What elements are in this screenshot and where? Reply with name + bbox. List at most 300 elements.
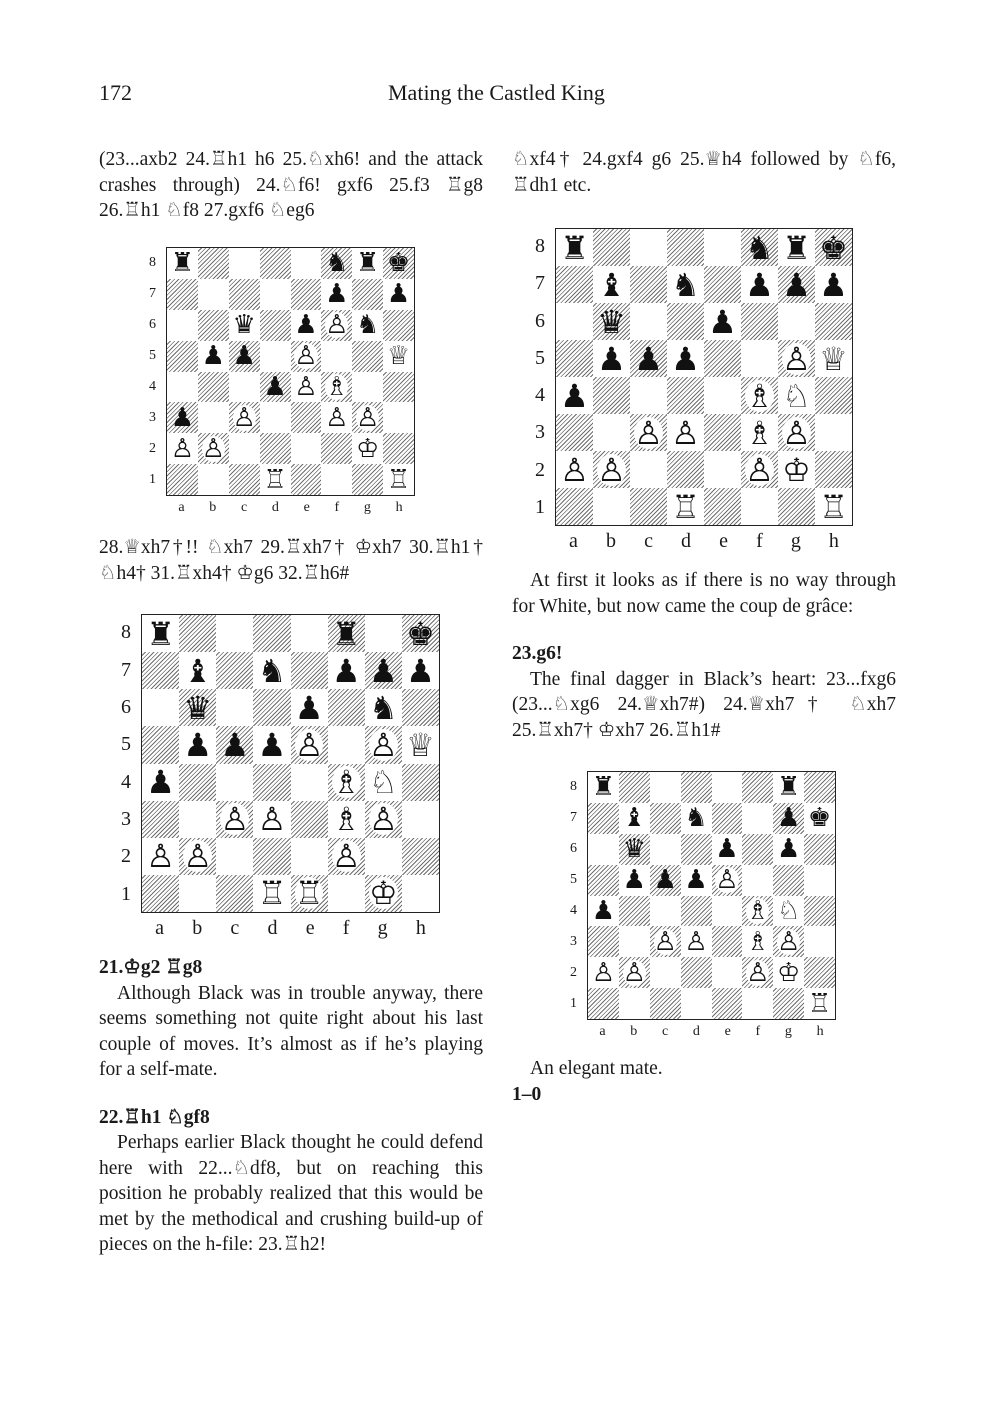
board-square-e1: [291, 875, 328, 912]
board-square-f3: [321, 402, 352, 433]
black-pawn-icon: ♟: [634, 340, 663, 377]
board-square-c5: [229, 341, 260, 372]
board-square-d4: [253, 764, 290, 801]
board-square-f5: [328, 726, 365, 763]
board-square-f3: [742, 926, 773, 957]
file-label: d: [267, 917, 278, 939]
black-pawn-icon: ♟: [183, 726, 213, 764]
black-pawn-icon: ♟: [294, 310, 318, 341]
rank-label: 2: [149, 441, 156, 457]
board-square-b1: [179, 875, 216, 912]
board-square-b7: [593, 266, 630, 303]
board-square-b7: [179, 652, 216, 689]
board-square-a5: [167, 341, 198, 372]
black-bishop-icon: ♝: [183, 652, 213, 690]
white-queen-icon: ♕: [406, 726, 435, 764]
white-bishop-icon: ♗: [331, 800, 361, 838]
black-bishop-icon: ♝: [622, 803, 646, 834]
file-label: c: [661, 1024, 669, 1039]
white-pawn-icon: ♙: [684, 926, 708, 957]
left-paragraph-3: Although Black was in trouble anyway, there seems something not quite right about his last couple of moves. It’s almost as if he’s playing for a self-mate.: [99, 982, 483, 1080]
left-column-2: [99, 535, 483, 586]
file-label: a: [178, 500, 185, 515]
file-label: d: [692, 1024, 700, 1039]
board-square-c2: [630, 451, 667, 488]
board-square-f5: [321, 341, 352, 372]
board-square-h6: [383, 310, 414, 341]
right-paragraph-3: The final dagger in Black’s heart: 23...fxg6 (23...♘xg6 24.♕xh7#) 24.♕xh7† ♘xh7 25.♖xh7† ♔xh7 26.♖h1#: [512, 668, 896, 741]
black-rook-icon: ♜: [331, 615, 361, 653]
board-square-d4: [260, 372, 291, 403]
board-square-c3: [650, 926, 681, 957]
board-square-g5: [773, 865, 804, 896]
black-rook-icon: ♜: [782, 229, 811, 266]
board-square-e8: [291, 248, 322, 279]
black-rook-icon: ♜: [146, 615, 175, 653]
rank-label: 1: [121, 882, 131, 905]
board-square-a7: [167, 279, 198, 310]
board-square-f3: [328, 801, 365, 838]
black-knight-icon: ♞: [745, 229, 774, 266]
white-pawn-icon: ♙: [746, 957, 770, 988]
file-label: d: [681, 530, 692, 552]
rank-label: 6: [570, 840, 577, 856]
white-rook-icon: ♖: [819, 488, 848, 525]
board-square-g3: [352, 402, 383, 433]
board-square-d3: [260, 402, 291, 433]
black-pawn-icon: ♟: [232, 341, 256, 372]
board-square-d2: [681, 957, 712, 988]
board-square-d1: [667, 488, 704, 525]
rank-label: 7: [149, 285, 156, 301]
board-square-f6: [328, 689, 365, 726]
black-pawn-icon: ♟: [653, 865, 677, 896]
white-rook-icon: ♖: [807, 988, 832, 1019]
white-queen-icon: ♕: [819, 340, 848, 377]
file-label: b: [192, 917, 203, 939]
board-square-h2: [402, 838, 439, 875]
board-square-d1: [260, 464, 291, 495]
board-square-e2: [291, 433, 322, 464]
white-rook-icon: ♖: [671, 488, 700, 525]
board-square-b3: [619, 926, 650, 957]
board-square-d7: [681, 803, 712, 834]
file-label: d: [271, 500, 279, 515]
white-bishop-icon: ♗: [746, 926, 770, 957]
board-square-c4: [216, 764, 253, 801]
board-square-c6: [650, 834, 681, 865]
board-square-b1: [593, 488, 630, 525]
board-square-b2: [619, 957, 650, 988]
file-label: g: [377, 917, 388, 939]
board-square-e4: [712, 896, 743, 927]
board-square-c8: [650, 772, 681, 803]
board-square-g7: [352, 279, 383, 310]
board-square-g6: [365, 689, 402, 726]
rank-labels: [547, 771, 577, 1020]
board-square-f5: [742, 865, 773, 896]
white-pawn-icon: ♙: [331, 837, 361, 875]
black-pawn-icon: ♟: [368, 652, 398, 690]
black-rook-icon: ♜: [777, 772, 801, 803]
board-square-c7: [630, 266, 667, 303]
board-square-g5: [365, 726, 402, 763]
board-square-g6: [773, 834, 804, 865]
black-pawn-icon: ♟: [819, 266, 848, 303]
black-pawn-icon: ♟: [386, 279, 411, 310]
board-square-d2: [253, 838, 290, 875]
board-square-c2: [650, 957, 681, 988]
black-pawn-icon: ♟: [745, 266, 774, 303]
board-square-h2: [815, 451, 852, 488]
board-square-d5: [260, 341, 291, 372]
board-square-b7: [619, 803, 650, 834]
rank-label: 1: [570, 996, 577, 1012]
board-square-b8: [593, 229, 630, 266]
board-square-c5: [650, 865, 681, 896]
black-pawn-icon: ♟: [257, 726, 287, 764]
black-pawn-icon: ♟: [684, 865, 708, 896]
rank-label: 2: [535, 458, 545, 481]
black-queen-icon: ♛: [597, 303, 626, 340]
rank-label: 8: [121, 621, 131, 644]
left-column: [99, 147, 483, 224]
file-label: h: [828, 530, 839, 552]
board-square-e4: [704, 377, 741, 414]
rank-label: 5: [121, 733, 131, 756]
board-square-a1: [556, 488, 593, 525]
white-pawn-icon: ♙: [325, 310, 349, 341]
board-square-a7: [588, 803, 619, 834]
board-square-g7: [778, 266, 815, 303]
rank-label: 6: [149, 316, 156, 332]
board-square-f6: [321, 310, 352, 341]
board-square-g5: [778, 340, 815, 377]
board-square-d7: [667, 266, 704, 303]
black-pawn-icon: ♟: [782, 266, 811, 303]
board-square-c5: [216, 726, 253, 763]
white-pawn-icon: ♙: [183, 837, 213, 875]
board-square-c3: [229, 402, 260, 433]
board-square-a3: [142, 801, 179, 838]
board-square-d5: [681, 865, 712, 896]
black-pawn-icon: ♟: [406, 652, 435, 690]
board-square-e3: [712, 926, 743, 957]
board-square-h1: [383, 464, 414, 495]
board-square-a8: [142, 615, 179, 652]
board-square-h8: [402, 615, 439, 652]
rank-label: 2: [570, 965, 577, 981]
left-paragraph-2: 28.♕xh7†!! ♘xh7 29.♖xh7† ♔xh7 30.♖h1† ♘h4† 31.♖xh4† ♔g6 32.♖h6#: [99, 537, 483, 584]
black-queen-icon: ♛: [622, 834, 646, 865]
board-square-e3: [291, 801, 328, 838]
board-square-d8: [260, 248, 291, 279]
board-square-h5: [804, 865, 835, 896]
board-square-g1: [773, 988, 804, 1019]
white-pawn-icon: ♙: [653, 926, 677, 957]
white-bishop-icon: ♗: [745, 414, 774, 451]
board-square-d2: [260, 433, 291, 464]
black-king-icon: ♚: [406, 615, 435, 653]
board-square-h7: [815, 266, 852, 303]
black-pawn-icon: ♟: [146, 763, 175, 801]
board-square-b5: [198, 341, 229, 372]
white-pawn-icon: ♙: [356, 402, 380, 433]
file-label: e: [724, 1024, 731, 1039]
board-square-c8: [630, 229, 667, 266]
board-square-d6: [253, 689, 290, 726]
board-square-c8: [229, 248, 260, 279]
board-square-a1: [588, 988, 619, 1019]
black-king-icon: ♚: [819, 229, 848, 266]
white-pawn-icon: ♙: [220, 800, 250, 838]
board-square-g3: [365, 801, 402, 838]
board-square-b4: [198, 372, 229, 403]
board-square-c2: [216, 838, 253, 875]
board-square-c1: [630, 488, 667, 525]
black-knight-icon: ♞: [356, 310, 380, 341]
white-pawn-icon: ♙: [294, 341, 318, 372]
board-square-c3: [630, 414, 667, 451]
file-label: e: [303, 500, 310, 515]
black-pawn-icon: ♟: [777, 803, 801, 834]
board-square-a3: [556, 414, 593, 451]
board-square-c1: [216, 875, 253, 912]
board-square-f6: [742, 834, 773, 865]
board-square-f4: [321, 372, 352, 403]
board-square-f3: [741, 414, 778, 451]
board-square-b8: [198, 248, 229, 279]
file-label: h: [816, 1024, 824, 1039]
board-square-e1: [291, 464, 322, 495]
black-pawn-icon: ♟: [201, 341, 225, 372]
white-pawn-icon: ♙: [671, 414, 700, 451]
board-square-c1: [650, 988, 681, 1019]
board-square-a2: [142, 838, 179, 875]
white-pawn-icon: ♙: [777, 926, 801, 957]
board-square-b6: [593, 303, 630, 340]
black-king-icon: ♚: [807, 803, 832, 834]
file-labels: [587, 1024, 836, 1040]
board-square-d5: [667, 340, 704, 377]
board-square-h3: [402, 801, 439, 838]
board-square-h5: [815, 340, 852, 377]
board-square-a8: [167, 248, 198, 279]
board-square-d1: [681, 988, 712, 1019]
board-square-d8: [667, 229, 704, 266]
board-square-a6: [588, 834, 619, 865]
rank-label: 7: [121, 658, 131, 681]
white-pawn-icon: ♙: [782, 340, 811, 377]
left-paragraph-1: (23...axb2 24.♖h1 h6 25.♘xh6! and the attack crashes through) 24.♘f6! gxf6 25.f3 ♖g8 26.♖h1 ♘f8 27.gxf6 ♘eg6: [99, 149, 483, 221]
board-square-h3: [383, 402, 414, 433]
board-square-e2: [704, 451, 741, 488]
file-label: a: [599, 1024, 606, 1039]
black-pawn-icon: ♟: [294, 689, 324, 727]
white-rook-icon: ♖: [386, 464, 411, 495]
file-label: c: [240, 500, 248, 515]
board-square-b1: [619, 988, 650, 1019]
board-square-b2: [593, 451, 630, 488]
right-paragraph-4: An elegant mate.: [530, 1058, 663, 1079]
black-rook-icon: ♜: [356, 248, 380, 279]
rank-label: 6: [121, 695, 131, 718]
white-pawn-icon: ♙: [634, 414, 663, 451]
white-pawn-icon: ♙: [745, 451, 774, 488]
board-square-d6: [260, 310, 291, 341]
board-square-c6: [229, 310, 260, 341]
board-square-g1: [352, 464, 383, 495]
chess-board: [555, 228, 853, 526]
board-square-f1: [328, 875, 365, 912]
board-square-g6: [778, 303, 815, 340]
board-square-f8: [328, 615, 365, 652]
black-knight-icon: ♞: [684, 803, 708, 834]
board-square-d3: [667, 414, 704, 451]
board-square-b2: [198, 433, 229, 464]
right-column-2: [512, 568, 896, 743]
black-pawn-icon: ♟: [671, 340, 700, 377]
board-square-h5: [383, 341, 414, 372]
white-king-icon: ♔: [368, 874, 398, 912]
board-square-g4: [352, 372, 383, 403]
board-square-e2: [712, 957, 743, 988]
black-queen-icon: ♛: [183, 689, 213, 727]
board-square-a8: [556, 229, 593, 266]
board-square-e4: [291, 372, 322, 403]
board-square-e2: [291, 838, 328, 875]
file-label: a: [569, 530, 578, 552]
white-pawn-icon: ♙: [368, 800, 398, 838]
rank-label: 8: [149, 254, 156, 270]
board-square-e6: [291, 689, 328, 726]
board-square-a7: [556, 266, 593, 303]
chess-board: [587, 771, 836, 1020]
board-square-h8: [804, 772, 835, 803]
file-label: b: [606, 530, 616, 552]
board-square-f1: [741, 488, 778, 525]
rank-label: 4: [121, 770, 131, 793]
white-pawn-icon: ♙: [368, 726, 398, 764]
white-pawn-icon: ♙: [782, 414, 811, 451]
file-labels: [166, 500, 415, 516]
black-rook-icon: ♜: [170, 248, 195, 279]
file-label: f: [756, 530, 763, 552]
board-square-a4: [167, 372, 198, 403]
board-square-f8: [742, 772, 773, 803]
black-queen-icon: ♛: [232, 310, 256, 341]
board-square-a2: [556, 451, 593, 488]
rank-label: 7: [535, 272, 545, 295]
rank-label: 6: [535, 309, 545, 332]
board-square-d6: [667, 303, 704, 340]
file-label: e: [305, 917, 315, 939]
black-pawn-icon: ♟: [715, 834, 739, 865]
rank-label: 2: [121, 845, 131, 868]
board-square-a7: [142, 652, 179, 689]
white-king-icon: ♔: [782, 451, 811, 488]
board-square-c1: [229, 464, 260, 495]
board-square-g7: [365, 652, 402, 689]
board-square-d7: [260, 279, 291, 310]
left-column-3: [99, 955, 483, 1258]
board-square-c7: [229, 279, 260, 310]
black-pawn-icon: ♟: [325, 279, 349, 310]
file-labels: [141, 917, 440, 940]
board-square-h8: [383, 248, 414, 279]
white-bishop-icon: ♗: [746, 895, 770, 926]
board-square-a4: [142, 764, 179, 801]
board-square-h1: [804, 988, 835, 1019]
file-label: h: [395, 500, 403, 515]
board-square-f2: [321, 433, 352, 464]
black-pawn-icon: ♟: [263, 371, 287, 402]
rank-labels: [101, 614, 131, 913]
board-square-e7: [704, 266, 741, 303]
board-square-h3: [815, 414, 852, 451]
board-square-f7: [741, 266, 778, 303]
white-knight-icon: ♘: [782, 377, 811, 414]
board-square-d8: [253, 615, 290, 652]
file-label: c: [230, 917, 240, 939]
board-square-h4: [402, 764, 439, 801]
board-square-h1: [815, 488, 852, 525]
board-square-h2: [804, 957, 835, 988]
board-square-d4: [667, 377, 704, 414]
board-square-h8: [815, 229, 852, 266]
board-square-e5: [291, 341, 322, 372]
black-rook-icon: ♜: [560, 229, 589, 266]
board-square-b5: [179, 726, 216, 763]
white-bishop-icon: ♗: [745, 377, 774, 414]
board-square-a2: [167, 433, 198, 464]
rank-label: 5: [149, 347, 156, 363]
board-square-f7: [742, 803, 773, 834]
rank-labels: [126, 247, 156, 496]
board-square-e7: [291, 279, 322, 310]
right-paragraph-2: At first it looks as if there is no way through for White, but now came the coup de grâce:: [512, 570, 896, 617]
board-square-c2: [229, 433, 260, 464]
board-square-f8: [741, 229, 778, 266]
board-square-c4: [650, 896, 681, 927]
board-square-f1: [742, 988, 773, 1019]
board-square-e7: [291, 652, 328, 689]
board-square-a4: [556, 377, 593, 414]
file-label: g: [363, 500, 371, 515]
black-rook-icon: ♜: [591, 772, 616, 803]
board-square-b3: [179, 801, 216, 838]
board-square-d5: [253, 726, 290, 763]
board-square-g8: [352, 248, 383, 279]
board-square-b6: [179, 689, 216, 726]
board-square-f4: [741, 377, 778, 414]
rank-label: 4: [535, 384, 545, 407]
board-square-d8: [681, 772, 712, 803]
board-square-a6: [556, 303, 593, 340]
board-square-d2: [667, 451, 704, 488]
board-square-b6: [198, 310, 229, 341]
rank-label: 8: [570, 778, 577, 794]
board-square-h6: [402, 689, 439, 726]
white-pawn-icon: ♙: [715, 865, 739, 896]
board-square-g8: [778, 229, 815, 266]
board-square-g4: [773, 896, 804, 927]
board-square-b3: [198, 402, 229, 433]
board-square-g1: [365, 875, 402, 912]
white-pawn-icon: ♙: [560, 451, 589, 488]
board-square-b2: [179, 838, 216, 875]
left-paragraph-4: Perhaps earlier Black thought he could defend here with 22...♘df8, but on reaching this position he probably realized that this would be met by the methodical and crushing build-up of pieces on the h-file: 23.♖h2!: [99, 1132, 483, 1255]
